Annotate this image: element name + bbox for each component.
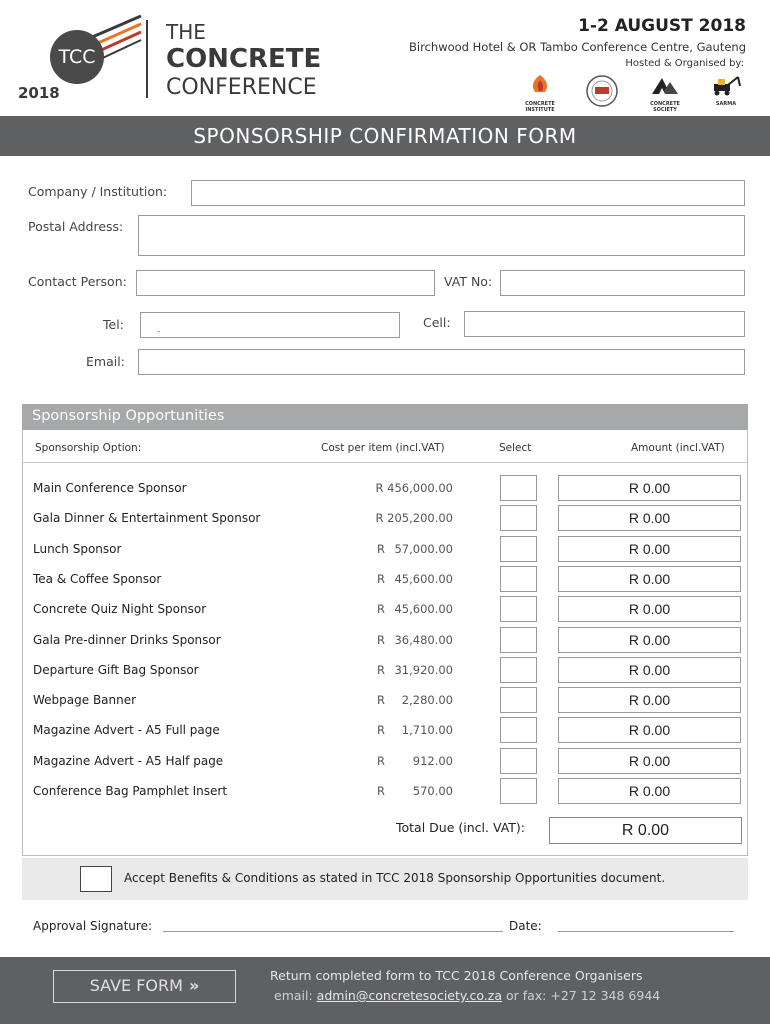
col-header-option: Sponsorship Option:	[35, 442, 142, 454]
total-value: R 0.00	[621, 822, 670, 839]
concrete-society-logo: CONCRETE SOCIETY	[642, 74, 688, 110]
table-row	[0, 504, 770, 532]
postal-label: Postal Address:	[28, 219, 124, 234]
email-input[interactable]	[138, 349, 745, 375]
company-label: Company / Institution:	[28, 184, 168, 199]
brand-the: THE	[166, 20, 206, 44]
cost-per-item: R 205,200.00	[375, 511, 453, 525]
company-input[interactable]	[191, 180, 745, 206]
logo-year: 2018	[18, 84, 60, 102]
sponsorship-option: Gala Dinner & Entertainment Sponsor	[33, 511, 261, 525]
amount-value: R 0.00	[628, 783, 671, 799]
select-box[interactable]	[500, 566, 537, 592]
fax-text: or fax: +27 12 348 6944	[501, 988, 661, 1003]
approval-signature-line[interactable]	[163, 931, 503, 932]
select-box[interactable]	[500, 778, 537, 804]
cell-label: Cell:	[423, 315, 451, 330]
tel-value: -	[157, 327, 161, 337]
double-chevron-icon: »	[188, 976, 200, 995]
approval-signature-label: Approval Signature:	[33, 919, 152, 933]
table-row	[0, 686, 770, 714]
currency-symbol: R	[377, 754, 385, 768]
email-link[interactable]: admin@concretesociety.co.za	[316, 988, 502, 1003]
amount-value: R 0.00	[628, 480, 671, 496]
sponsorship-option: Lunch Sponsor	[33, 542, 122, 556]
amount-field	[558, 657, 741, 683]
date-label: Date:	[509, 919, 542, 933]
brand-conference: CONFERENCE	[166, 75, 317, 100]
vat-label: VAT No:	[444, 274, 493, 289]
excavator-icon	[710, 74, 742, 96]
brand-wordmark	[166, 20, 346, 102]
amount-value: R 0.00	[628, 692, 671, 708]
amount-value: R 0.00	[628, 571, 671, 587]
currency-symbol: R	[377, 572, 385, 586]
opportunities-header	[22, 404, 748, 430]
select-box[interactable]	[500, 536, 537, 562]
select-box[interactable]	[500, 596, 537, 622]
host-logos	[520, 74, 750, 113]
select-box[interactable]	[500, 505, 537, 531]
amount-field	[558, 566, 741, 592]
col-header-amount: Amount (incl.VAT)	[631, 442, 725, 454]
save-form-label: SAVE FORM	[89, 976, 183, 995]
accept-checkbox[interactable]	[80, 866, 112, 892]
form-title: SPONSORSHIP CONFIRMATION FORM	[193, 124, 577, 148]
tcc-logo	[16, 14, 146, 104]
accept-text: Accept Benefits & Conditions as stated in TCC 2018 Sponsorship Opportunities document.	[124, 871, 666, 885]
amount-value: R 0.00	[628, 722, 671, 738]
seal-icon	[585, 74, 619, 108]
currency-symbol: R	[377, 784, 385, 798]
triangles-icon	[650, 74, 680, 96]
sponsorship-option: Gala Pre-dinner Drinks Sponsor	[33, 633, 221, 647]
sarma-logo: SARMA	[706, 74, 746, 110]
cost-per-item: 36,480.00	[394, 633, 453, 647]
contact-person-label: Contact Person:	[28, 274, 127, 289]
sponsorship-option: Magazine Advert - A5 Half page	[33, 754, 224, 768]
postal-address-input[interactable]	[138, 215, 745, 256]
select-box[interactable]	[500, 657, 537, 683]
amount-value: R 0.00	[628, 632, 671, 648]
amount-value: R 0.00	[628, 662, 671, 678]
cost-per-item: 1,710.00	[401, 723, 453, 737]
tel-input[interactable]	[140, 312, 400, 338]
table-row	[0, 777, 770, 805]
cost-per-item: 570.00	[412, 784, 453, 798]
table-row	[0, 474, 770, 502]
concrete-institute-logo: CONCRETE INSTITUTE	[520, 74, 560, 110]
amount-field	[558, 596, 741, 622]
amount-value: R 0.00	[628, 510, 671, 526]
page-header	[0, 0, 770, 116]
contact-person-input[interactable]	[136, 270, 435, 296]
cost-per-item: 45,600.00	[394, 602, 453, 616]
table-row	[0, 626, 770, 654]
select-box[interactable]	[500, 748, 537, 774]
cost-per-item: R 456,000.00	[375, 481, 453, 495]
sponsorship-option: Concrete Quiz Night Sponsor	[33, 602, 207, 616]
select-box[interactable]	[500, 627, 537, 653]
sponsorship-option: Conference Bag Pamphlet Insert	[33, 784, 228, 798]
cost-per-item: 912.00	[412, 754, 453, 768]
table-row	[0, 565, 770, 593]
cell-input[interactable]	[464, 311, 745, 337]
total-field	[549, 817, 742, 844]
sponsorship-option: Webpage Banner	[33, 693, 137, 707]
currency-symbol: R	[377, 633, 385, 647]
amount-field	[558, 627, 741, 653]
cost-per-item: 2,280.00	[401, 693, 453, 707]
event-date: 1-2 AUGUST 2018	[578, 16, 746, 36]
amount-value: R 0.00	[628, 541, 671, 557]
sponsorship-option: Magazine Advert - A5 Full page	[33, 723, 220, 737]
email-prefix: email:	[274, 988, 317, 1003]
currency-symbol: R	[377, 723, 385, 737]
cost-per-item: 31,920.00	[394, 663, 453, 677]
amount-field	[558, 536, 741, 562]
cma-seal-logo	[584, 74, 620, 110]
email-label: Email:	[86, 354, 125, 369]
hosted-by-label: Hosted & Organised by:	[625, 58, 744, 69]
return-instructions: Return completed form to TCC 2018 Conference Organisers	[270, 968, 643, 983]
brand-concrete: CONCRETE	[166, 44, 322, 74]
sponsorship-option: Tea & Coffee Sponsor	[33, 572, 162, 586]
currency-symbol: R	[377, 693, 385, 707]
amount-field	[558, 778, 741, 804]
vat-input[interactable]	[500, 270, 745, 296]
amount-field	[558, 687, 741, 713]
title-bar	[0, 116, 770, 156]
event-venue: Birchwood Hotel & OR Tambo Conference Centre, Gauteng	[409, 40, 746, 54]
table-row	[0, 747, 770, 775]
select-box[interactable]	[500, 475, 537, 501]
header-rule	[22, 462, 748, 463]
save-form-button[interactable]	[53, 970, 236, 1003]
col-header-cost: Cost per item (incl.VAT)	[321, 442, 445, 454]
col-header-select: Select	[499, 442, 532, 454]
table-row	[0, 595, 770, 623]
amount-field	[558, 505, 741, 531]
tel-label: Tel:	[103, 317, 124, 332]
sponsorship-option: Main Conference Sponsor	[33, 481, 187, 495]
total-label: Total Due (incl. VAT):	[396, 820, 525, 835]
amount-field	[558, 717, 741, 743]
amount-field	[558, 475, 741, 501]
opportunities-heading: Sponsorship Opportunities	[32, 408, 225, 424]
table-row	[0, 656, 770, 684]
currency-symbol: R	[377, 542, 385, 556]
amount-field	[558, 748, 741, 774]
date-line[interactable]	[558, 931, 734, 932]
table-row	[0, 535, 770, 563]
cost-per-item: 57,000.00	[394, 542, 453, 556]
amount-value: R 0.00	[628, 601, 671, 617]
currency-symbol: R	[377, 663, 385, 677]
contact-line	[274, 988, 660, 1003]
flame-icon	[527, 74, 553, 96]
divider	[146, 20, 148, 98]
amount-value: R 0.00	[628, 753, 671, 769]
select-box[interactable]	[500, 717, 537, 743]
sponsorship-option: Departure Gift Bag Sponsor	[33, 663, 199, 677]
table-row	[0, 716, 770, 744]
logo-badge: TCC	[50, 30, 104, 84]
select-box[interactable]	[500, 687, 537, 713]
cost-per-item: 45,600.00	[394, 572, 453, 586]
currency-symbol: R	[377, 602, 385, 616]
